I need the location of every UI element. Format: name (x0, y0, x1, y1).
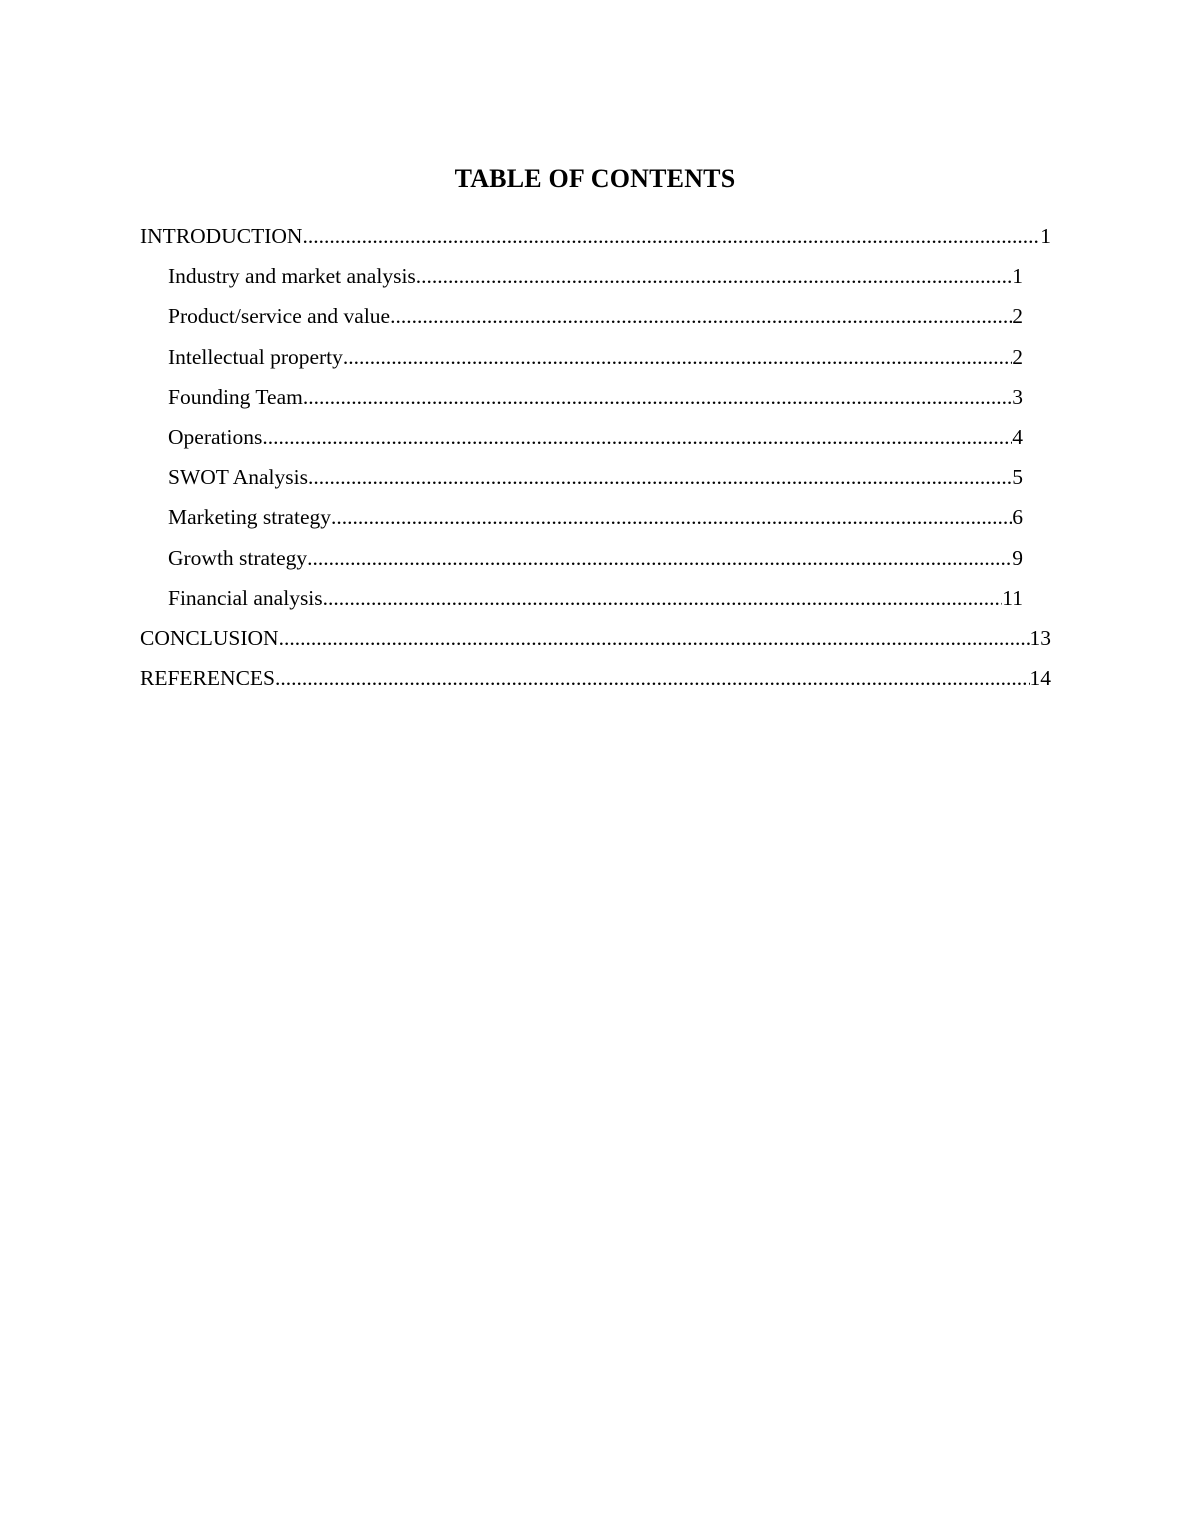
toc-entry-conclusion[interactable] (140, 622, 1051, 662)
toc-page-number: 9 (1012, 545, 1023, 570)
toc-page-number: 14 (1029, 666, 1051, 691)
toc-entry-founding-team[interactable] (168, 381, 1023, 421)
toc-dot-leader (303, 381, 1012, 413)
toc-dot-leader (262, 421, 1012, 453)
toc-page-number: 4 (1012, 424, 1023, 449)
toc-entry-label: REFERENCES (140, 666, 275, 691)
toc-entry-label: Operations (168, 424, 263, 449)
toc-entry-industry-market-analysis[interactable] (168, 260, 1023, 300)
toc-page-number: 6 (1012, 505, 1023, 530)
toc-dot-leader (343, 341, 1012, 373)
toc-entry-label: Growth strategy (168, 545, 308, 570)
toc-entry-label: Product/service and value (168, 304, 391, 329)
toc-entry-introduction[interactable] (140, 220, 1051, 260)
toc-page-number: 2 (1012, 304, 1023, 329)
table-of-contents (140, 220, 1052, 702)
toc-heading: TABLE OF CONTENTS (454, 164, 736, 193)
toc-entry-label: Financial analysis (168, 585, 323, 610)
toc-entry-growth-strategy[interactable] (168, 542, 1023, 582)
toc-entry-label: INTRODUCTION (140, 224, 303, 248)
toc-dot-leader (275, 662, 1030, 694)
toc-entry-label: Marketing strategy (168, 505, 331, 530)
toc-entry-label: Intellectual property (168, 344, 343, 369)
toc-dot-leader (302, 220, 1040, 252)
toc-entry-financial-analysis[interactable] (168, 582, 1023, 622)
toc-dot-leader (308, 461, 1012, 493)
toc-entry-intellectual-property[interactable] (168, 341, 1023, 381)
toc-entry-product-service-value[interactable] (168, 300, 1023, 340)
toc-dot-leader (279, 622, 1030, 654)
toc-page-number: 13 (1029, 625, 1051, 650)
toc-page-number: 3 (1012, 384, 1023, 409)
toc-entry-marketing-strategy[interactable] (168, 501, 1023, 541)
toc-dot-leader (331, 501, 1012, 533)
toc-entry-label: CONCLUSION (140, 625, 279, 650)
toc-entry-operations[interactable] (168, 421, 1023, 461)
toc-page-number: 2 (1012, 344, 1023, 369)
toc-page-number: 5 (1012, 465, 1023, 490)
toc-entry-label: SWOT Analysis (168, 465, 308, 490)
toc-page-number: 1 (1012, 264, 1023, 289)
toc-dot-leader (307, 542, 1012, 574)
toc-page-number: 11 (1002, 585, 1023, 610)
toc-dot-leader (416, 260, 1012, 292)
toc-entry-references[interactable] (140, 662, 1051, 702)
toc-entry-label: Industry and market analysis (168, 264, 416, 289)
toc-page-number: 1 (1040, 224, 1051, 248)
toc-dot-leader (390, 300, 1012, 332)
toc-dot-leader (323, 582, 1003, 614)
toc-entry-label: Founding Team (168, 384, 303, 409)
toc-entry-swot-analysis[interactable] (168, 461, 1023, 501)
